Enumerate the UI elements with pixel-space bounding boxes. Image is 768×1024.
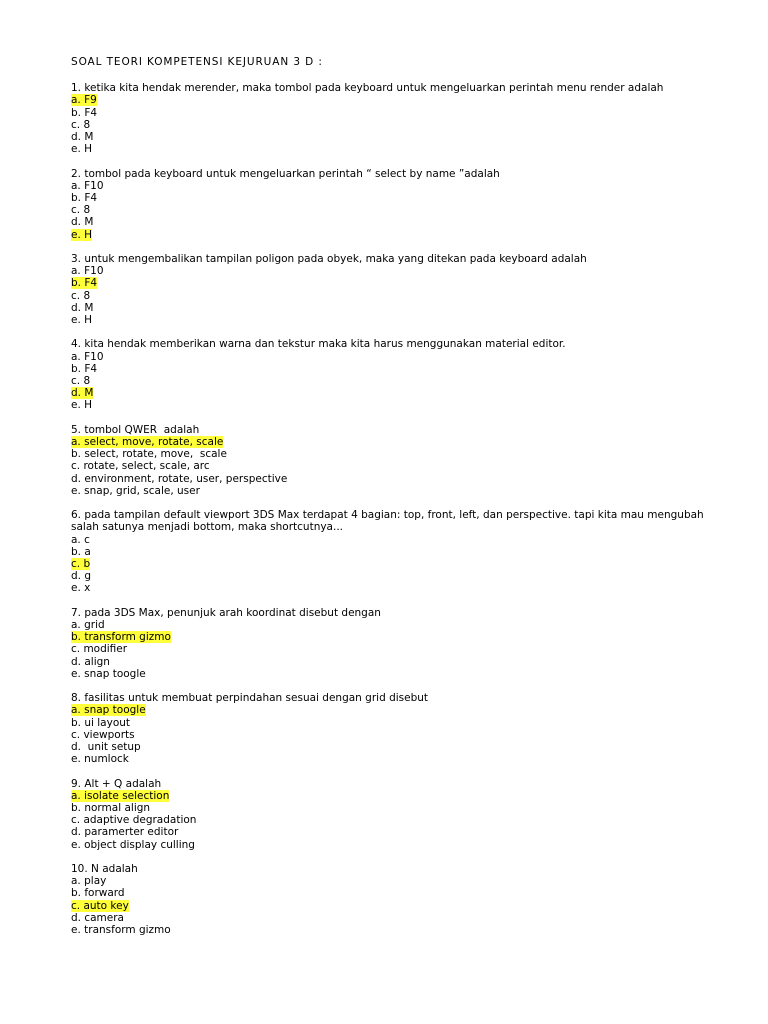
option-text: b. a [71,545,91,558]
answer-option [71,631,731,643]
option-text: c. 8 [71,289,91,302]
highlighted-answer: a. select, move, rotate, scale [71,436,224,449]
option-text: c. 8 [71,204,91,217]
answer-option [71,534,731,546]
question-4 [71,338,731,411]
highlighted-answer: e. H [71,228,93,241]
answer-option [71,704,731,716]
option-text: e. transform gizmo [71,924,171,937]
question-text: 9. Alt + Q adalah [71,777,162,790]
answer-option [71,558,731,570]
highlighted-answer: a. snap toogle [71,704,146,717]
question-text: 6. pada tampilan default viewport 3DS Max terdapat 4 bagian: top, front, left, dan perspective. tapi kita mau mengubah salah satunya menjadi bottom, maka shortcutnya... [71,509,708,534]
option-text: c. 8 [71,375,91,388]
answer-option [71,729,731,741]
question-text: 4. kita hendak memberikan warna dan tekstur maka kita harus menggunakan material editor. [71,338,566,351]
answer-option [71,265,731,277]
document-page [71,56,731,948]
highlighted-answer: b. transform gizmo [71,631,171,644]
answer-option [71,656,731,668]
answer-option [71,180,731,192]
option-text: e. snap toogle [71,667,146,680]
answer-option [71,192,731,204]
answer-option [71,131,731,143]
option-text: e. x [71,582,91,595]
question-text: 8. fasilitas untuk membuat perpindahan sesuai dengan grid disebut [71,692,429,705]
option-text: c. adaptive degradation [71,814,197,827]
question-text: 10. N adalah [71,863,138,876]
answer-option [71,826,731,838]
option-text: c. modifier [71,643,128,656]
answer-option [71,351,731,363]
question-5 [71,424,731,497]
option-text: c. 8 [71,118,91,131]
highlighted-answer: a. F9 [71,94,97,107]
answer-option [71,887,731,899]
answer-option [71,363,731,375]
option-text: a. grid [71,619,105,632]
option-text: e. numlock [71,753,129,766]
answer-option [71,460,731,472]
option-text: b. ui layout [71,716,131,729]
option-text: a. F10 [71,350,104,363]
answer-option [71,839,731,851]
answer-option [71,668,731,680]
option-text: d. align [71,655,110,668]
option-text: e. H [71,143,93,156]
option-text: d. unit setup [71,741,141,754]
option-text: b. F4 [71,362,98,375]
option-text: e. snap, grid, scale, user [71,484,200,497]
question-text: 1. ketika kita hendak merender, maka tombol pada keyboard untuk mengeluarkan perintah menu render adalah [71,82,664,95]
question-text: 2. tombol pada keyboard untuk mengeluarkan perintah “ select by name ”adalah [71,167,500,180]
option-text: d. M [71,131,94,144]
answer-option [71,717,731,729]
option-text: c. viewports [71,728,135,741]
answer-option [71,582,731,594]
option-text: d. M [71,301,94,314]
highlighted-answer: c. b [71,558,91,571]
answer-option [71,375,731,387]
question-7 [71,607,731,680]
option-text: a. play [71,875,107,888]
answer-option [71,436,731,448]
answer-option [71,753,731,765]
answer-option [71,204,731,216]
answer-option [71,143,731,155]
option-text: b. F4 [71,192,98,205]
answer-option [71,277,731,289]
option-text: d. M [71,216,94,229]
answer-option [71,399,731,411]
question-1 [71,82,731,155]
answer-option [71,570,731,582]
question-3 [71,253,731,326]
option-text: c. rotate, select, scale, arc [71,460,210,473]
option-text: e. H [71,399,93,412]
option-text: b. select, rotate, move, scale [71,448,227,461]
answer-option [71,216,731,228]
question-6 [71,509,731,594]
answer-option [71,290,731,302]
question-8 [71,692,731,765]
highlighted-answer: d. M [71,387,94,400]
answer-option [71,473,731,485]
question-text: 3. untuk mengembalikan tampilan poligon pada obyek, maka yang ditekan pada keyboard adalah [71,253,587,266]
option-text: a. c [71,533,90,546]
answer-option [71,448,731,460]
question-10 [71,863,731,936]
option-text: e. object display culling [71,838,195,851]
answer-option [71,314,731,326]
question-2 [71,168,731,241]
option-text: b. forward [71,887,125,900]
answer-option [71,387,731,399]
option-text: d. camera [71,911,124,924]
question-text: 5. tombol QWER adalah [71,423,200,436]
option-text: a. F10 [71,179,104,192]
answer-option [71,485,731,497]
highlighted-answer: b. F4 [71,277,98,290]
highlighted-answer: c. auto key [71,899,129,912]
question-text: 7. pada 3DS Max, penunjuk arah koordinat disebut dengan [71,606,381,619]
answer-option [71,619,731,631]
answer-option [71,924,731,936]
option-text: e. H [71,314,93,327]
answer-option [71,912,731,924]
answer-option [71,119,731,131]
answer-option [71,741,731,753]
option-text: b. normal align [71,802,151,815]
answer-option [71,229,731,241]
answer-option [71,790,731,802]
answer-option [71,814,731,826]
option-text: d. environment, rotate, user, perspective [71,472,288,485]
answer-option [71,802,731,814]
answer-option [71,900,731,912]
option-text: d. g [71,570,92,583]
option-text: d. paramerter editor [71,826,179,839]
answer-option [71,94,731,106]
option-text: b. F4 [71,106,98,119]
document-title: SOAL TEORI KOMPETENSI KEJURUAN 3 D : [71,56,323,68]
question-9 [71,778,731,851]
highlighted-answer: a. isolate selection [71,789,170,802]
answer-option [71,302,731,314]
answer-option [71,875,731,887]
question-list [71,82,731,936]
option-text: a. F10 [71,265,104,278]
answer-option [71,546,731,558]
answer-option [71,643,731,655]
answer-option [71,107,731,119]
